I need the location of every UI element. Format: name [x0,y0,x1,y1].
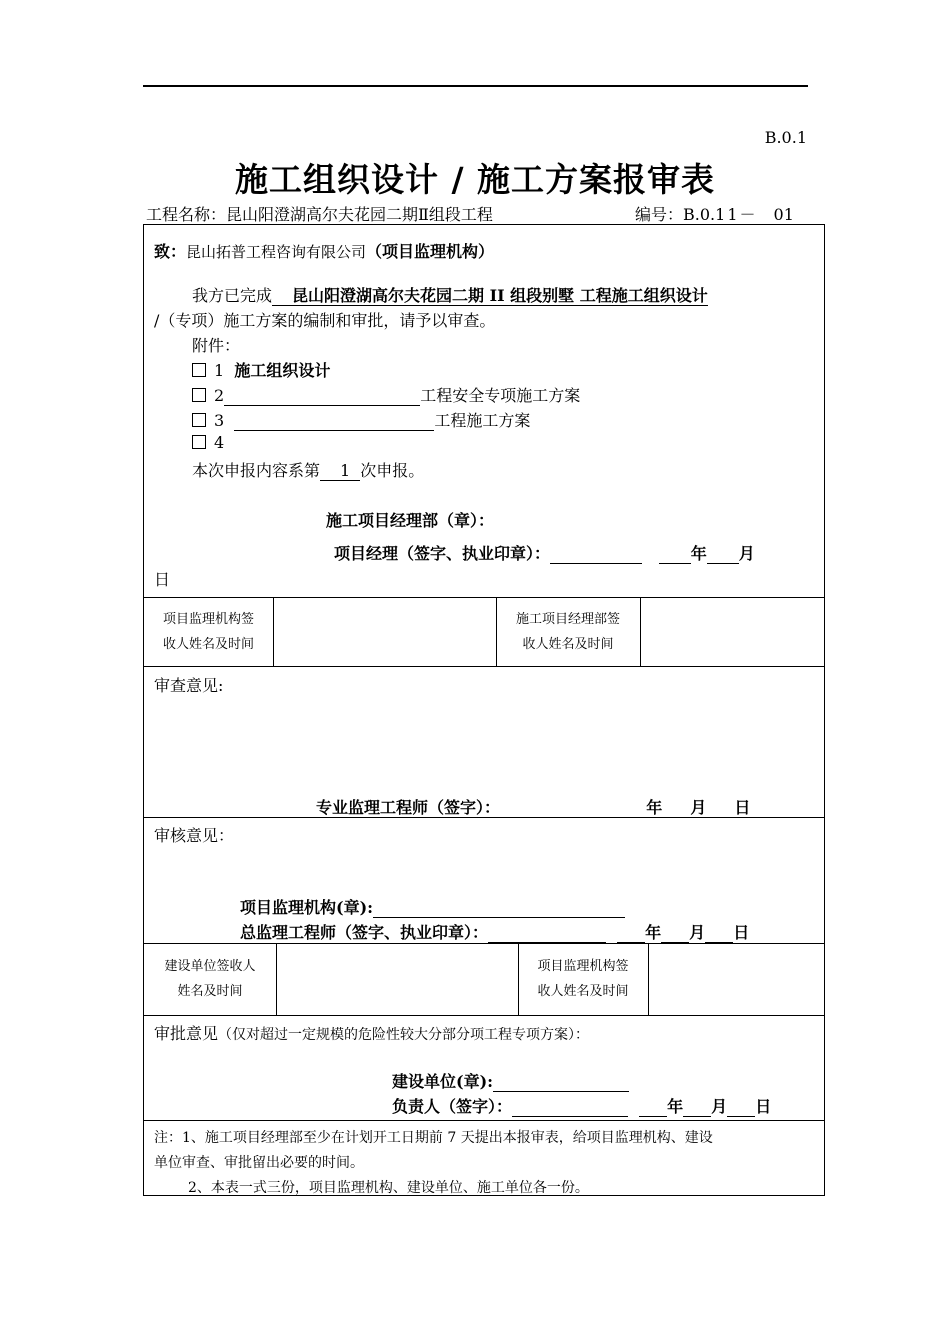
year-label: 年 [667,1097,684,1116]
day-label: 日 [733,923,750,942]
audit-label: 审核意见： [154,826,235,845]
year-field[interactable] [659,547,691,564]
number-suffix[interactable]: 01 [756,205,796,225]
addressee-line [154,239,494,262]
manager-label: 项目经理（签字、执业印章）： [334,544,551,563]
receipt-field-supervision-2[interactable] [649,944,824,1014]
receipt-field-contractor[interactable] [641,598,824,665]
note-line-1: 注：1、施工项目经理部至少在计划开工日期前 7 天提出本报审表，给项目监理机构、建设 [154,1130,713,1146]
year-field[interactable] [639,1100,667,1117]
project-name-line [146,202,513,225]
engineer-signature-field[interactable] [500,801,596,818]
receipt-label-contractor: 施工项目经理部签 收人姓名及时间 [515,612,620,652]
approval-label: 审批意见 [154,1024,219,1043]
audit-org-seal-field[interactable] [373,901,625,918]
month-label: 月 [711,1097,728,1116]
checkbox-icon[interactable] [192,413,206,427]
day-label: 日 [734,798,751,817]
completion-prefix: 我方已完成 [192,286,273,305]
chief-signature-field[interactable] [488,926,606,943]
receipt-label-owner: 建设单位签收人 姓名及时间 [164,959,256,999]
approval-note: （仅对超过一定规模的危险性较大分部分项工程专项方案）： [218,1027,590,1043]
chief-label: 总监理工程师（签字、执业印章）： [240,923,489,942]
year-field[interactable] [617,926,645,943]
checkbox-icon[interactable] [192,435,206,449]
month-field[interactable] [662,801,690,818]
owner-seal-line [392,1069,629,1092]
attachment-text[interactable]: 施工组织设计 [234,361,331,380]
day-label: 日 [755,1097,772,1116]
form-code: B.0.1 [764,128,807,147]
attachment-item [192,408,530,431]
receipt-field-owner[interactable] [277,944,517,1014]
attachment-no: 1 [214,361,225,380]
attachments-label: 附件： [192,336,241,355]
checkbox-icon[interactable] [192,388,206,402]
attachment-no: 4 [214,433,225,452]
number-dash: － [739,205,756,224]
audit-org-label: 项目监理机构(章): [240,898,374,917]
manager-signature-line [334,541,755,564]
attachment-item [192,383,580,406]
attachment-item [192,433,224,452]
attachment-suffix: 工程安全专项施工方案 [420,386,581,405]
receipt-field-supervision[interactable] [274,598,495,665]
attachment-no: 2 [214,386,225,405]
year-label: 年 [690,544,707,563]
project-name[interactable]: 昆山阳澄湖高尔夫花园二期Ⅱ组段工程 [226,205,493,224]
submission-count-line [192,458,424,481]
chief-signature-line [240,920,749,943]
day-field[interactable] [727,1100,755,1117]
day-field[interactable] [706,801,734,818]
attachment-blank[interactable] [224,389,420,406]
receipt-label-supervision-2: 项目监理机构签 收人姓名及时间 [537,959,629,999]
manager-signature-field[interactable] [550,547,642,564]
engineer-signature-line [316,795,750,818]
attachment-suffix: 工程施工方案 [434,411,531,430]
submission-count[interactable]: 1 [320,461,360,481]
completion-line [192,283,708,306]
owner-person-label: 负责人（签字）： [392,1097,513,1116]
attachment-no: 3 [214,411,225,430]
to-label: 致： [154,242,187,261]
note-line-3: 2、本表一式三份，项目监理机构、建设单位、施工单位各一份。 [188,1180,589,1196]
supervision-org-name[interactable]: 昆山拓普工程咨询有限公司 [186,243,367,261]
approval-heading [154,1021,589,1044]
checkbox-icon[interactable] [192,363,206,377]
submission-prefix: 本次申报内容系第 [192,461,321,480]
month-field[interactable] [683,1100,711,1117]
audit-org-seal-line [240,895,625,918]
attachment-blank[interactable] [234,414,434,431]
completion-project[interactable]: 昆山阳澄湖高尔夫花园二期 II 组段别墅 工程施工组织设计 [272,286,708,306]
dept-seal-label: 施工项目经理部（章）： [326,511,495,530]
attachment-item [192,358,330,381]
owner-unit-label: 建设单位(章): [392,1072,494,1091]
review-label: 审查意见: [154,676,224,695]
row-divider [144,666,824,667]
day-field[interactable] [705,926,733,943]
number-mid[interactable]: 1 [727,205,738,224]
owner-person-signature-field[interactable] [512,1100,628,1117]
note-line-2: 单位审查、审批留出必要的时间。 [154,1155,364,1171]
receipt-label-supervision: 项目监理机构签 收人姓名及时间 [162,612,254,652]
engineer-label: 专业监理工程师（签字）： [316,798,501,817]
row-divider [144,1015,824,1016]
number-prefix: B.0.1 [683,205,726,224]
year-label: 年 [646,798,663,817]
number-label: 编号： [635,205,684,224]
form-number [635,202,796,225]
month-label: 月 [738,544,755,563]
submission-suffix: 次申报。 [360,461,425,480]
month-field[interactable] [661,926,689,943]
year-label: 年 [645,923,662,942]
day-label: 日 [154,570,171,589]
owner-person-signature-line [392,1094,771,1117]
review-opinion-area[interactable] [154,695,814,791]
month-field[interactable] [707,547,739,564]
month-label: 月 [689,923,706,942]
top-rule [143,85,808,87]
row-divider [144,817,824,818]
row-divider [144,1120,824,1121]
year-field[interactable] [618,801,646,818]
project-name-underline [493,210,513,225]
supervision-org-role: （项目监理机构） [366,242,495,261]
owner-seal-field[interactable] [493,1075,629,1092]
completion-line-2: /（专项）施工方案的编制和审批，请予以审查。 [154,311,496,330]
review-form [143,224,825,1196]
page-title: 施工组织设计 / 施工方案报审表 [234,160,716,199]
month-label: 月 [690,798,707,817]
project-label: 工程名称： [146,205,227,224]
